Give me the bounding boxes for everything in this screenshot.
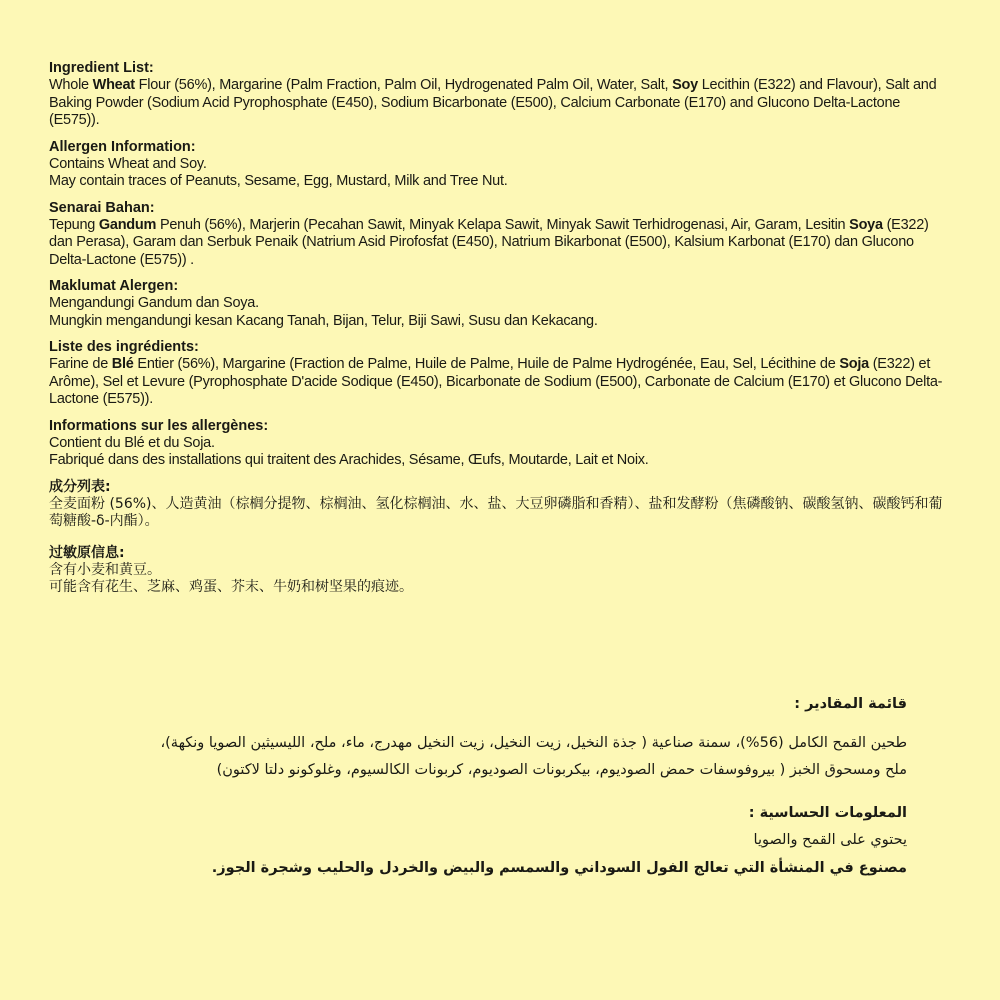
english-allergen-heading: Allergen Information:	[49, 138, 196, 155]
allergen-highlight: Wheat	[92, 77, 135, 93]
allergen-highlight: Soya	[849, 216, 883, 233]
arabic-ingredients-text: طحين القمح الكامل (56%)، سمنة صناعية ( جذة النخيل، زيت النخيل، زيت النخيل مهدرج، ماء، ملح، الليسيثين الصويا ونكهة)، ملح ومسحوق الخبز ( بيروفوسفات حمض الصوديوم، بيكربونات الصوديوم، كربونات الكالسيوم، وغلوكونو دلتا لاكتون)	[160, 735, 907, 778]
text-run: Lecithin (E322) and Flavour), Salt and Baking Powder (Sodium Acid Pyrophosphate (E450), Sodium Bicarbonate (E500), Calcium Carbonate (E170) and Glucono Delta-Lactone (E575)).	[49, 77, 937, 128]
french-allergen-contains: Contient du Blé et du Soja.	[49, 434, 215, 451]
malay-allergen-contains: Mengandungi Gandum dan Soya.	[49, 295, 259, 311]
arabic-allergen-heading: المعلومات الحساسية :	[748, 805, 907, 821]
chinese-allergen-section	[49, 545, 954, 597]
text-run: Entier (56%), Margarine (Fraction de Palme, Huile de Palme, Huile de Palme Hydrogénée, Eau, Sel, Lécithine de	[133, 356, 840, 372]
malay-allergen-section	[49, 278, 954, 330]
chinese-ingredients-section	[49, 479, 954, 531]
arabic-section	[147, 693, 907, 880]
food-label	[49, 60, 954, 606]
chinese-ingredients-text: 全麦面粉 (56%)、人造黄油（棕榈分提物、棕榈油、氢化棕榈油、水、盐、大豆卵磷脂和香精）、盐和发酵粉（焦磷酸钠、碳酸氢钠、碳酸钙和葡萄糖酸-δ-内酯）。	[49, 495, 943, 529]
chinese-allergen-contains: 含有小麦和黄豆。	[49, 561, 161, 578]
french-ingredients-text	[49, 356, 954, 409]
french-ingredients-heading: Liste des ingrédients:	[49, 339, 199, 355]
chinese-ingredients-heading: 成分列表:	[49, 478, 111, 495]
text-run: (E322) dan Perasa), Garam dan Serbuk Penaik (Natrium Asid Pirofosfat (E450), Natrium Bikarbonat (E500), Kalsium Karbonat (E170) dan Glucono Delta-Lactone (E575)) .	[49, 216, 929, 268]
malay-allergen-traces: Mungkin mengandungi kesan Kacang Tanah, Bijan, Telur, Biji Sawi, Susu dan Kekacang.	[49, 312, 598, 329]
allergen-highlight: Blé	[111, 356, 134, 372]
allergen-highlight: Soy	[672, 77, 698, 93]
text-run: Flour (56%), Margarine (Palm Fraction, Palm Oil, Hydrogenated Palm Oil, Water, Salt,	[134, 77, 673, 93]
malay-ingredients-heading: Senarai Bahan:	[49, 199, 155, 216]
french-allergen-heading: Informations sur les allergènes:	[49, 417, 269, 434]
chinese-allergen-heading: 过敏原信息:	[49, 544, 125, 561]
arabic-ingredients-heading: قائمة المقادير :	[794, 696, 907, 712]
english-ingredients-section	[49, 60, 954, 130]
text-run: Whole	[49, 77, 93, 93]
english-ingredients-text	[49, 77, 954, 130]
arabic-allergen-contains: يحتوي على القمح والصويا	[753, 832, 907, 848]
english-allergen-section	[49, 139, 954, 191]
malay-ingredients-section	[49, 200, 954, 270]
chinese-allergen-traces: 可能含有花生、芝麻、鸡蛋、芥末、牛奶和树坚果的痕迹。	[49, 579, 413, 595]
english-allergen-contains: Contains Wheat and Soy.	[49, 155, 207, 172]
english-allergen-traces: May contain traces of Peanuts, Sesame, Egg, Mustard, Milk and Tree Nut.	[49, 173, 508, 189]
text-run: Farine de	[49, 356, 112, 372]
text-run: Penuh (56%), Marjerin (Pecahan Sawit, Minyak Kelapa Sawit, Minyak Sawit Terhidrogenasi, Air, Garam, Lesitin	[156, 216, 850, 233]
french-allergen-traces: Fabriqué dans des installations qui traitent des Arachides, Sésame, Œufs, Moutarde, Lait et Noix.	[49, 452, 649, 468]
english-ingredients-heading: Ingredient List:	[49, 60, 154, 76]
allergen-highlight: Gandum	[98, 216, 157, 233]
french-allergen-section	[49, 418, 954, 470]
french-ingredients-section	[49, 339, 954, 409]
allergen-highlight: Soja	[839, 356, 869, 372]
malay-allergen-heading: Maklumat Alergen:	[49, 278, 179, 294]
malay-ingredients-text	[49, 217, 954, 270]
text-run: (E322) et Arôme), Sel et Levure (Pyrophosphate D'acide Sodique (E450), Bicarbonate de Sodium (E500), Carbonate de Calcium (E170) et Glucono Delta-Lactone (E575)).	[49, 356, 943, 407]
arabic-allergen-traces: مصنوع في المنشأة التي تعالج الفول السوداني والسمسم والبيض والخردل والحليب وشجرة الجوز.	[211, 860, 907, 876]
text-run: Tepung	[49, 216, 99, 233]
